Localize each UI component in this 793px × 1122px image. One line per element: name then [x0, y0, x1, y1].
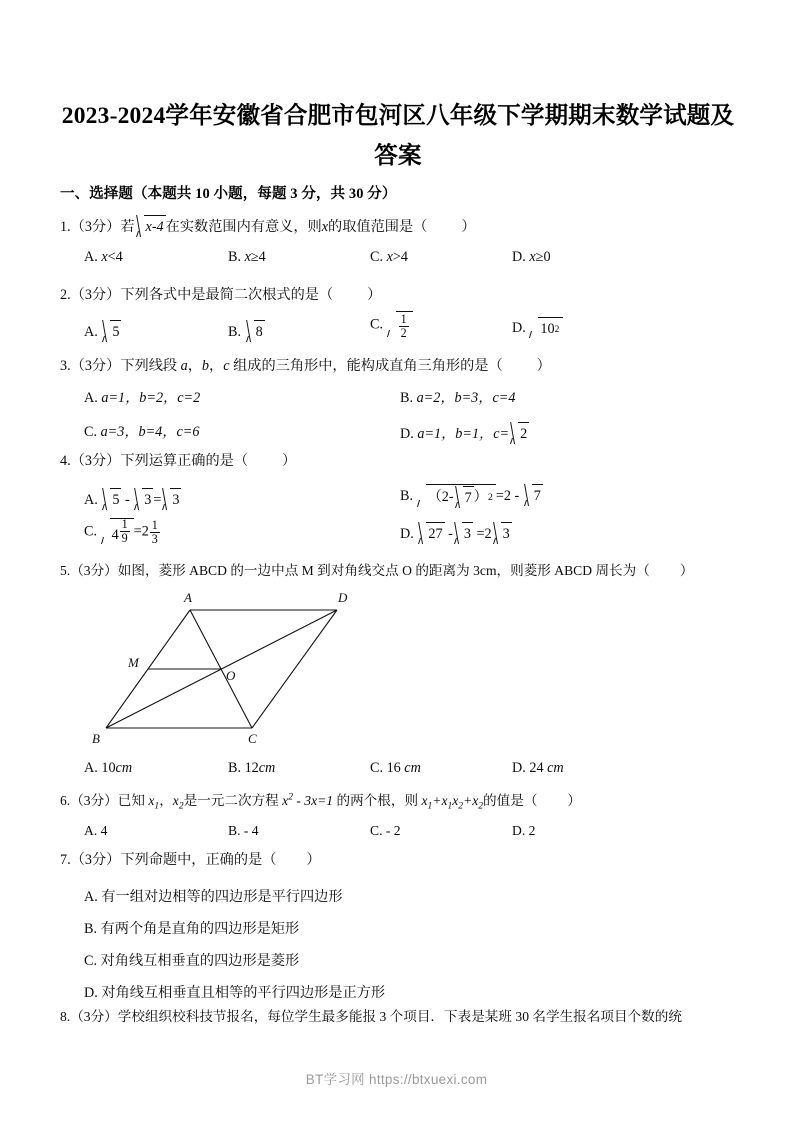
question-1-option-b[interactable]: B. x≥4 — [228, 249, 266, 265]
question-8-number: 8. — [60, 1009, 71, 1024]
page-title: 2023-2024学年安徽省合肥市包河区八年级下学期期末数学试题及答案 — [61, 103, 735, 169]
question-1-number: 1. — [60, 219, 71, 235]
sqrt-icon: 2 — [509, 422, 529, 445]
question-6-options — [60, 820, 736, 844]
question-6-paren: ） — [567, 793, 582, 808]
question-6-option-c[interactable]: C. - 2 — [370, 823, 401, 838]
question-5-paren: ） — [679, 563, 694, 578]
question-2-number: 2. — [60, 287, 71, 303]
question-1-option-d[interactable]: D. x≥0 — [512, 249, 551, 265]
question-5-figure — [60, 588, 736, 748]
question-5-option-c[interactable]: C. 16 cm — [370, 760, 421, 776]
sqrt-icon: 5 — [101, 488, 121, 511]
sqrt-power-icon: 10 2 — [529, 317, 562, 340]
question-6 — [60, 790, 736, 844]
question-1-text-b: 在实数范围内有意义，则 — [165, 219, 322, 235]
question-7-option-a[interactable]: A. 有一组对边相等的四边形是平行四边形 — [84, 889, 343, 905]
question-8-stem — [60, 1006, 736, 1027]
question-1-options — [60, 247, 736, 271]
question-2-marks: （3分） — [70, 287, 121, 303]
question-5-options — [60, 758, 736, 780]
question-1 — [60, 215, 736, 271]
diagonal-bd — [106, 610, 337, 728]
question-5 — [60, 560, 736, 581]
question-6-marks: （3分） — [70, 793, 118, 808]
footer-watermark: BT学习网 https://btxuexi.com — [305, 1072, 488, 1087]
question-3-marks: （3分） — [70, 358, 121, 374]
question-5-options-block — [60, 758, 736, 780]
question-7-option-d[interactable]: D. 对角线互相垂直且相等的平行四边形是正方形 — [84, 985, 386, 1001]
question-3-number: 3. — [60, 358, 71, 374]
question-1-text-c: 的取值范围是（ — [328, 219, 428, 235]
question-4-options — [60, 488, 736, 568]
question-1-marks: （3分） — [70, 219, 121, 235]
question-5-option-d[interactable]: D. 24 cm — [512, 760, 564, 776]
sqrt-icon: 3 — [492, 522, 512, 545]
question-2-paren: ） — [367, 287, 382, 303]
question-8-marks: （3分） — [70, 1009, 118, 1024]
question-2-option-a[interactable]: A. 5 — [84, 320, 121, 343]
section-heading: 一、选择题（本题共 10 小题，每题 3 分，共 30 分） — [60, 186, 397, 202]
question-7-number: 7. — [60, 852, 71, 868]
question-2-options — [60, 312, 736, 360]
label-d: D — [338, 590, 348, 605]
question-2 — [60, 285, 736, 360]
question-1-option-a[interactable]: A. x<4 — [84, 249, 123, 265]
question-2-option-d[interactable]: D. 10 2 — [512, 317, 563, 340]
question-7-stem — [60, 850, 736, 871]
question-6-option-a[interactable]: A. 4 — [84, 823, 108, 838]
question-3-paren: ） — [536, 358, 551, 374]
question-7-option-b[interactable]: B. 有两个角是直角的四边形是矩形 — [84, 921, 300, 937]
label-a: A — [184, 590, 192, 605]
question-4-stem — [60, 451, 736, 472]
question-7-paren: ） — [306, 852, 321, 868]
sqrt-icon: 8 — [245, 320, 265, 343]
question-1-var: x — [321, 219, 329, 235]
question-2-stem — [60, 285, 736, 306]
sqrt-mixed-fraction-icon: 4 $\frac{1}{9}$ — [101, 518, 134, 546]
question-4-option-d[interactable]: D. 27 - 3 =2 3 — [400, 522, 512, 545]
question-2-text: 下列各式中是最简二次根式的是（ — [120, 287, 334, 303]
question-6-expression: $x_1+x_1x_2+x_2$ — [421, 793, 484, 812]
question-6-option-b[interactable]: B. - 4 — [228, 823, 259, 838]
question-5-marks: （3分） — [70, 563, 118, 578]
sqrt-squared-icon: （2- 7 ） 2 — [417, 484, 496, 509]
label-m: M — [128, 655, 139, 670]
question-6-number: 6. — [60, 793, 71, 808]
question-5-stem — [60, 560, 736, 581]
question-6-equation: $x^2 - 3x=1$ — [282, 792, 334, 808]
question-3-options — [60, 388, 736, 448]
question-1-stem — [60, 215, 736, 238]
question-7-marks: （3分） — [70, 852, 121, 868]
rhombus-diagram — [60, 588, 460, 748]
question-3-stem: 3.（3分）下列线段 a，b，c 组成的三角形中，能构成直角三角形的是（ ） — [60, 358, 551, 374]
question-8-text: 学校组织校科技节报名，每位学生最多能报 3 个项目．下表是某班 30 名学生报名项目个数的统 — [117, 1009, 682, 1024]
question-3-option-d[interactable]: D. a=1，b=1，c= 2 — [400, 422, 529, 445]
sqrt-icon: 27 — [417, 522, 444, 545]
sqrt-x-minus-4-icon — [135, 215, 166, 238]
question-3-option-b[interactable]: B. a=2，b=3，c=4 — [400, 390, 516, 406]
question-3 — [60, 356, 736, 448]
question-6-stem: 6.（3分）已知 $x_1$，$x_2$是一元二次方程 $x^2 - 3x=1$ 的两个根，则 $x_1+x_1x_2+x_2$的值是（ ） — [60, 792, 582, 812]
sqrt-icon: 3 — [453, 522, 473, 545]
question-7-text: 下列命题中，正确的是（ — [120, 852, 277, 868]
question-5-option-b[interactable]: B. 12cm — [228, 760, 276, 776]
sqrt-icon: 3 — [161, 488, 181, 511]
question-7 — [60, 850, 736, 1015]
question-4 — [60, 451, 736, 568]
question-1-text-a: 若 — [120, 219, 135, 235]
question-3-option-a[interactable]: A. a=1，b=2，c=2 — [84, 390, 201, 406]
label-c: C — [248, 731, 257, 746]
question-3-option-c[interactable]: C. a=3，b=4，c=6 — [84, 424, 200, 440]
question-5-text: 如图，菱形 ABCD 的一边中点 M 到对角线交点 O 的距离为 3cm，则菱形 ABCD 周长为（ — [117, 563, 650, 578]
sqrt-icon: 3 — [133, 488, 153, 511]
question-8 — [60, 1006, 736, 1027]
question-5-option-a[interactable]: A. 10cm — [84, 760, 133, 776]
edge-dc — [252, 610, 337, 728]
question-7-option-c[interactable]: C. 对角线互相垂直的四边形是菱形 — [84, 953, 300, 969]
sqrt-fraction-icon: $\frac{1}{2}$ — [387, 311, 413, 339]
question-4-text: 下列运算正确的是（ — [120, 453, 249, 469]
question-7-options — [60, 887, 736, 1004]
question-4-marks: （3分） — [70, 453, 121, 469]
question-2-option-b[interactable]: B. 8 — [228, 320, 265, 343]
label-b: B — [92, 731, 100, 746]
label-o: O — [226, 668, 236, 683]
question-4-option-c[interactable]: C. 4 $\frac{1}{9}$ =2 $\frac{1}{3}$ — [84, 517, 158, 546]
question-4-paren: ） — [282, 453, 297, 469]
sqrt-icon: 5 — [101, 320, 121, 343]
question-1-radicand: x-4 — [144, 215, 166, 238]
question-6-option-d[interactable]: D. 2 — [512, 823, 536, 838]
question-1-option-c[interactable]: C. x>4 — [370, 249, 408, 265]
sqrt-icon: 7 — [523, 484, 543, 507]
question-4-option-b[interactable]: B. （2- 7 ） 2 =2 - 7 — [400, 484, 543, 509]
question-5-number: 5. — [60, 563, 71, 578]
rhombus-edges — [106, 610, 337, 728]
question-4-option-a[interactable]: A. 5 - 3 = 3 — [84, 488, 181, 511]
question-1-paren: ） — [461, 219, 476, 235]
question-2-option-c[interactable]: C. $\frac{1}{2}$ — [370, 311, 413, 339]
question-4-number: 4. — [60, 453, 71, 469]
